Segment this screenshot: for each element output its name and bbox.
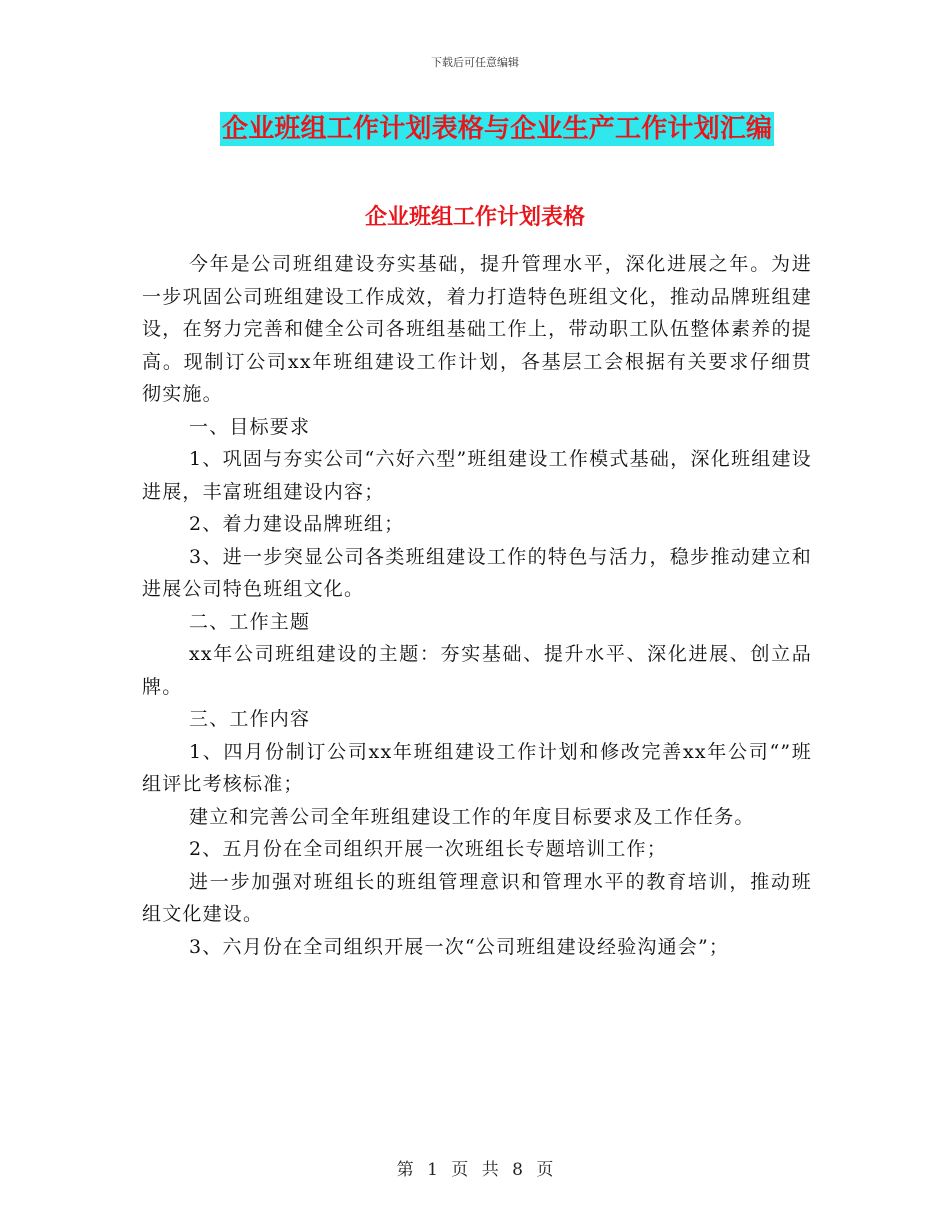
page-number-footer: 第 1 页 共 8 页: [396, 1160, 554, 1180]
paragraph-content-2: 2、五月份在全司组织开展一次班组长专题培训工作；: [189, 838, 667, 860]
heading-goals: 一、目标要求: [189, 415, 311, 438]
paragraph-goal-1: 1、巩固与夯实公司“六好六型”班组建设工作模式基础，深化班组建设进展，丰富班组建设内容；: [142, 448, 812, 503]
paragraph-theme: xx年公司班组建设的主题：夯实基础、提升水平、深化进展、创立品牌。: [142, 643, 812, 698]
heading-content: 三、工作内容: [189, 708, 311, 730]
main-title-container: [220, 112, 774, 146]
document-body: [142, 248, 812, 963]
paragraph-content-1-detail: 建立和完善公司全年班组建设工作的年度目标要求及工作任务。: [189, 805, 755, 828]
heading-theme: 二、工作主题: [189, 610, 311, 633]
paragraph-intro: 今年是公司班组建设夯实基础，提升管理水平，深化进展之年。为进一步巩固公司班组建设工作成效，着力打造特色班组文化，推动品牌班组建设，在努力完善和健全公司各班组基础工作上，带动职工队伍整体素养的提高。现制订公司xx年班组建设工作计划，各基层工会根据有关要求仔细贯彻实施。: [142, 253, 812, 405]
paragraph-content-3: 3、六月份在全司组织开展一次“公司班组建设经验沟通会”；: [189, 935, 730, 958]
paragraph-content-1: 1、四月份制订公司xx年班组建设工作计划和修改完善xx年公司“”班组评比考核标准；: [142, 740, 812, 795]
paragraph-goal-2: 2、着力建设品牌班组；: [189, 513, 405, 535]
section-title: 企业班组工作计划表格: [364, 204, 585, 230]
paragraph-goal-3: 3、进一步突显公司各类班组建设工作的特色与活力，稳步推动建立和进展公司特色班组文化。: [142, 545, 812, 600]
main-title: 企业班组工作计划表格与企业生产工作计划汇编: [222, 114, 773, 144]
paragraph-content-2-detail: 进一步加强对班组长的班组管理意识和管理水平的教育培训，推动班组文化建设。: [142, 870, 812, 925]
page-header-note: 下载后可任意编辑: [431, 56, 519, 69]
